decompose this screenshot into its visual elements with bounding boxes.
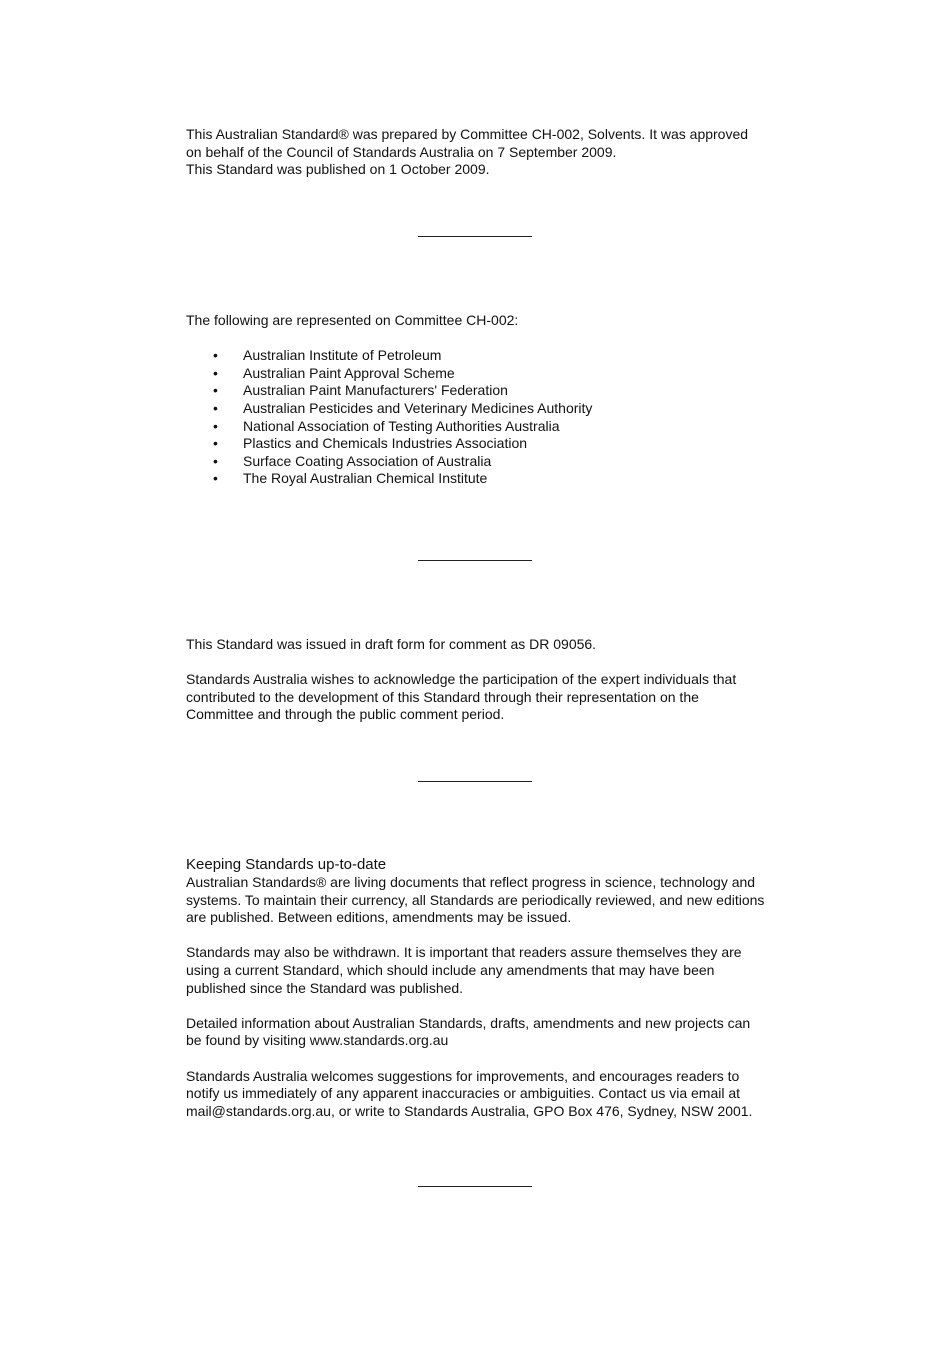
section-heading: Keeping Standards up-to-date (186, 856, 387, 873)
acknowledgement-line-2: contributed to the development of this Standard through their representation on the (186, 688, 699, 705)
preparation-line-2: on behalf of the Council of Standards Australia on 7 September 2009. (186, 143, 617, 160)
living-documents-line-3: are published. Between editions, amendments may be issued. (186, 909, 572, 926)
contact-line-1: Standards Australia welcomes suggestions for improvements, and encourages readers to (186, 1067, 740, 1084)
contact-line-3: mail@standards.org.au, or write to Standards Australia, GPO Box 476, Sydney, NSW 2001. (186, 1102, 753, 1119)
draft-issued-notice: This Standard was issued in draft form for comment as DR 09056. (186, 636, 597, 652)
preparation-notice (186, 126, 776, 179)
living-documents-line-1: Australian Standards® are living documents that reflect progress in science, technology and (186, 874, 756, 890)
withdrawal-line-3: published since the Standard was published. (186, 979, 464, 996)
committee-intro: The following are represented on Committee CH-002: (186, 312, 519, 328)
withdrawal-line-1: Standards may also be withdrawn. It is important that readers assure themselves they are (186, 944, 742, 961)
committee-member-list (186, 347, 776, 488)
section-divider-1 (418, 236, 532, 237)
committee-member: • Australian Institute of Petroleum (186, 347, 776, 365)
website-info-line-1: Detailed information about Australian Standards, drafts, amendments and new projects can (186, 1014, 751, 1031)
preparation-line-1: This Australian Standard® was prepared by Committee CH-002, Solvents. It was approved (186, 126, 749, 142)
committee-member: • Surface Coating Association of Australia (186, 453, 776, 471)
contact-line-2: notify us immediately of any apparent inaccuracies or ambiguities. Contact us via email at (186, 1085, 741, 1102)
committee-section (186, 312, 776, 488)
section-divider-4 (418, 1186, 532, 1187)
committee-member: • Australian Pesticides and Veterinary Medicines Authority (186, 400, 776, 418)
publication-date-line: This Standard was published on 1 October 2009. (186, 161, 490, 178)
committee-member: • Australian Paint Approval Scheme (186, 365, 776, 383)
living-documents-line-2: systems. To maintain their currency, all Standards are periodically reviewed, and new editions (186, 891, 765, 908)
draft-section (186, 636, 776, 724)
section-divider-3 (418, 781, 532, 782)
committee-member: • The Royal Australian Chemical Institute (186, 470, 776, 488)
website-info-line-2: be found by visiting www.standards.org.au (186, 1032, 449, 1049)
committee-member: • Australian Paint Manufacturers' Federation (186, 382, 776, 400)
committee-member: • National Association of Testing Authorities Australia (186, 418, 776, 436)
section-divider-2 (418, 560, 532, 561)
withdrawal-line-2: using a current Standard, which should include any amendments that may have been (186, 961, 715, 978)
keeping-up-to-date-section (186, 856, 776, 1120)
committee-member: • Plastics and Chemicals Industries Association (186, 435, 776, 453)
acknowledgement-line-3: Committee and through the public comment period. (186, 706, 505, 723)
acknowledgement-line-1: Standards Australia wishes to acknowledge the participation of the expert individuals that (186, 671, 737, 688)
